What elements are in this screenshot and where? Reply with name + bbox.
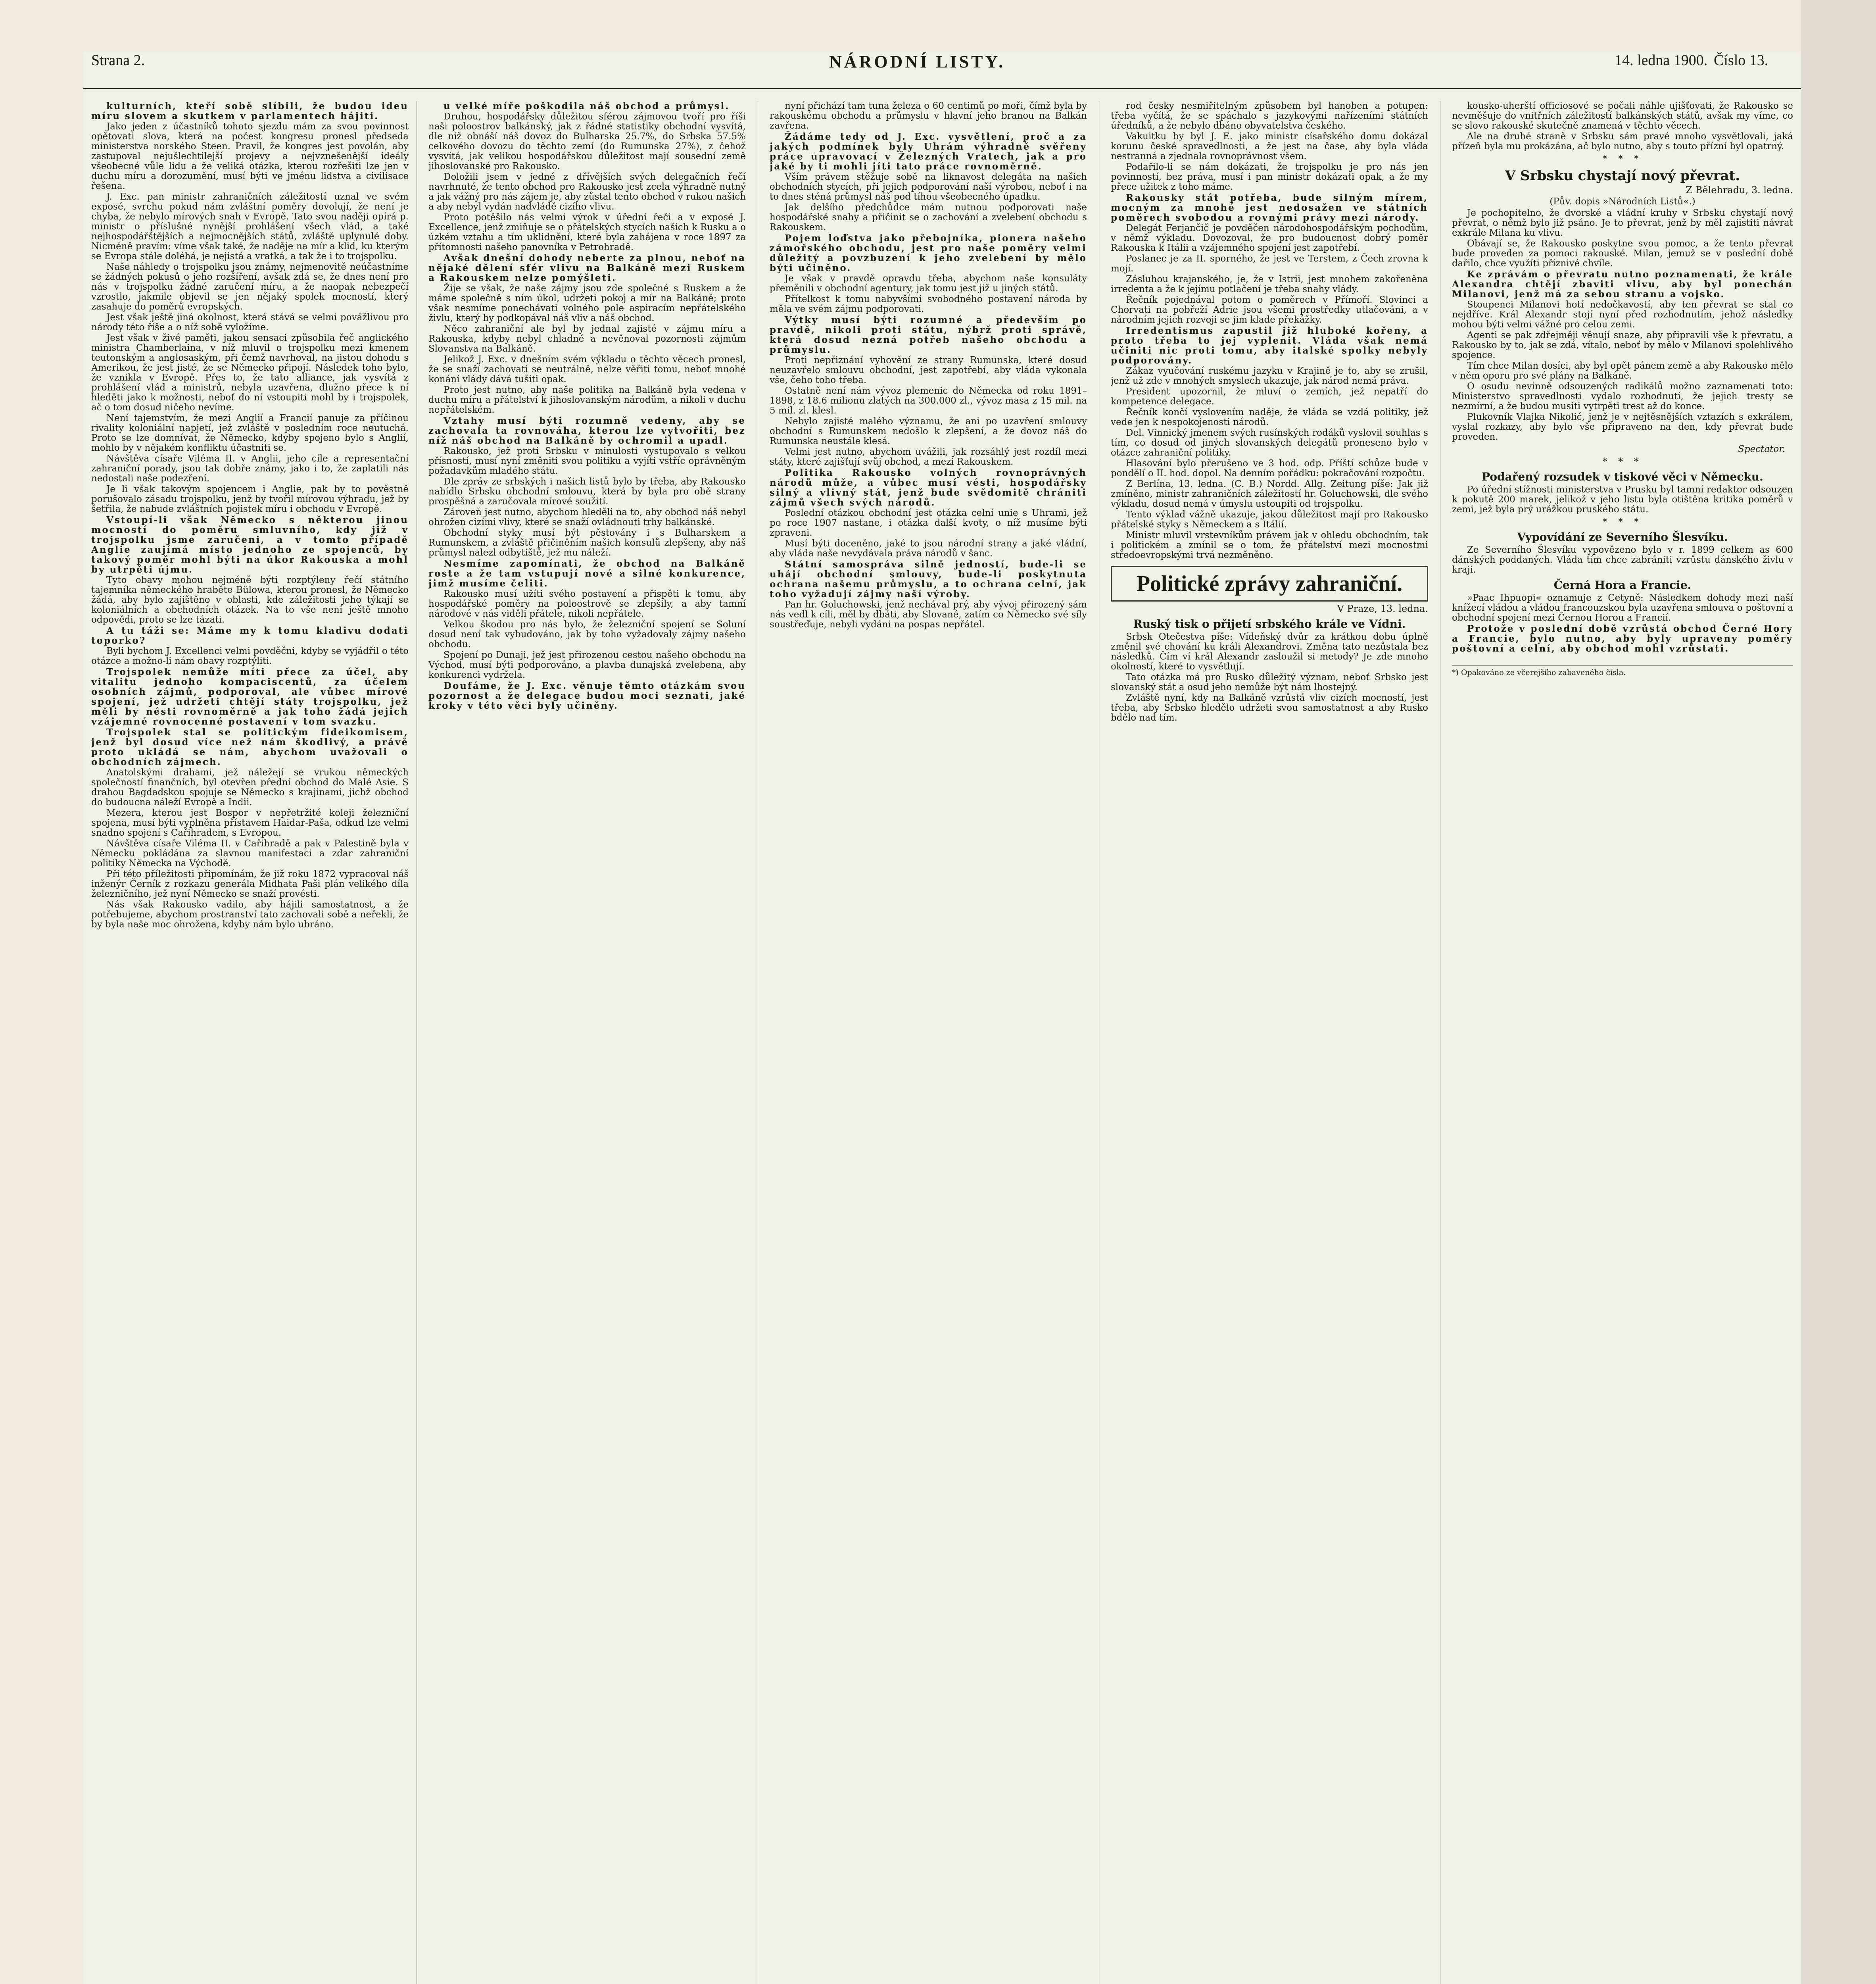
paragraph: Jest však v živé paměti, jakou sensaci způsobila řeč anglického ministra Chamberlaina, v níž mluvil o trojspolku mezi kmenem teutonským a anglosaským, při čemž navrhoval, na jistou dohodu s Amerikou, že jest jisté, že se Německo připojí. Následek toho bylo, že vznikla v Evropě. Přes to, že tato alliance, jak vysvítá z prohlášení vlád a ministrů, nebyla uzavřena, dlužno přece k ní hleděti jako k možnosti, neboť do ní vstoupiti mohl by i trojspolek, ač o tom dosud ničeho nevíme. (91, 333, 409, 413)
paragraph: Při této příležitosti připomínám, že již roku 1872 vypracoval náš inženýr Černík z rozkazu generála Midhata Paši plán velikého díla železničního, jež nyní Německo se snaží provésti. (91, 869, 409, 899)
paragraph: Z Berlína, 13. ledna. (C. B.) Nordd. Allg. Zeitung píše: Jak již zmíněno, ministr zahraničních záležitostí hr. Goluchowski, dle svého výkladu, dosud nemá v úmyslu ustoupiti od trojspolku. (1111, 479, 1428, 509)
paragraph: Ale na druhé straně v Srbsku sám pravé mnoho vysvětlovali, jaká přízeň byla mu prokázána, ač bylo nutno, aby s touto přízní byl opatrný. (1452, 131, 1793, 152)
paragraph: Žije se však, že naše zájmy jsou zde společné s Ruskem a že máme společně s ním úkol, udržeti pokoj a mír na Balkáně; proto však nesmíme ponechávati volného pole aspiracím nepřátelského živlu, který by podkopával náš vliv a náš obchod. (428, 283, 746, 323)
paragraph: Nesmíme zapomínati, že obchod na Balkáně roste a že tam vstupují nové a silné konkurence, jimž musíme čeliti. (428, 558, 746, 589)
paragraph: Proti nepřiznání vyhovění ze strany Rumunska, které dosud neuzavřelo smlouvu obchodní, jest zapotřebí, aby vláda vykonala vše, čeho toho třeba. (770, 355, 1087, 385)
paragraph: Doufáme, že J. Exc. věnuje těmto otázkám svou pozornost a že delegace budou moci seznati, jaké kroky v této věci byly učiněny. (428, 681, 746, 711)
column-4 (1111, 101, 1428, 1984)
issue-number: Číslo 13. (1714, 52, 1768, 69)
paragraph: Ostatně není nám vývoz plemenic do Německa od roku 1891–1898, z 18.6 milionu zlatých na 300.000 zl., vývoz masa z 15 mil. na 5 mil. zl. klesl. (770, 386, 1087, 416)
paragraph: kulturních, kteří sobě slíbili, že budou ideu míru slovem a skutkem v parlamentech hájiti. (91, 101, 409, 121)
dateline: Z Bělehradu, 3. ledna. (1686, 185, 1793, 196)
paragraph: Vším právem stěžuje sobě na liknavost delegáta na našich obchodních stycích, při jejich podporování naší výrobou, neboť i na to dnes sténá průmysl náš pod tíhou všeobecného úpadku. (770, 172, 1087, 202)
paragraph: Spojení po Dunaji, jež jest přirozenou cestou našeho obchodu na Východ, musí býti podporováno, a plavba dunajská zvelebena, aby konkurenci vydržela. (428, 650, 746, 680)
paragraph: Irredentismus zapustil již hluboké kořeny, a proto třeba to jej vyplenit. Vláda však nemá učiniti nic proti tomu, aby italské spolky nebyly podporovány. (1111, 325, 1428, 366)
paragraph: Nás však Rakousko vadilo, aby hájili samostatnost, a že potřebujeme, abychom prostranství tato zachovali sobě a neřekli, že by byla naše moc ohrožena, kdyby nám bylo ubráno. (91, 900, 409, 930)
paragraph: Trojspolek nemůže míti přece za účel, aby vitalitu jednoho kompaciscentů, za účelem osobních zájmů, podporoval, ale vůbec mírové spojení, jež udržeti chtějí státy trojspolku, jež měli by nésti rovnoměrně a jak toho žádá jejich vzájemné rovnocenné postavení v tom svazku. (91, 667, 409, 727)
paragraph: »Paac Ihpuopi« oznamuje z Cetyně: Následkem dohody mezi naší knížecí vládou a vládou francouzskou byla uzavřena smlouva o poštovní a obchodní spojení mezi Černou Horou a Francií. (1452, 593, 1793, 623)
paragraph: O osudu nevinně odsouzených radikálů možno zaznamenati toto: Ministerstvo spravedlnosti vydalo rozhodnutí, že jejich tresty se nezmírní, a že budou musiti vytrpěti trest až do konce. (1452, 381, 1793, 411)
paragraph: Podařilo-li se nám dokázati, že trojspolku je pro nás jen povinností, bez práva, musí i pan ministr dokázati opak, a že my přece užitek z toho máme. (1111, 162, 1428, 192)
paragraph: Obávají se, že Rakousko poskytne svou pomoc, a že tento převrat bude proveden za pomoci rakouské. Milan, jemuž se v poslední době dařilo, chce využíti příznivé chvíle. (1452, 238, 1793, 269)
dateline: V Praze, 13. ledna. (1337, 603, 1428, 614)
paragraph: Druhou, hospodářsky důležitou sférou zájmovou tvoří pro říši naši poloostrov balkánský, jak z řádné statistiky obchodní vysvítá, dle níž obnáší náš dovoz do Bulharska 25.7%, do Srbska 57.5% celkového dovozu do těchto zemí (do Rumunska 27%), z čehož vysvítá, jak velikou hospodářskou důležitost mají sousední země jihoslovanské pro Rakousko. (428, 112, 746, 171)
section-title: Politické zprávy zahraniční. (1136, 571, 1403, 596)
paragraph: Trojspolek stal se politickým fideikomisem, jenž byl dosud více než nám škodlivý, a právě proto ukládá se nám, abychom uvažovali o obchodních zájmech. (91, 727, 409, 767)
paragraph: Obchodní styky musí být pěstovány i s Bulharskem a Rumunskem, a zvláště přičiněním našich konsulů zlepšeny, aby náš průmysl nalezl odbytiště, jež mu náleží. (428, 528, 746, 558)
section-box (1111, 566, 1428, 602)
paragraph: Del. Vinnický jmenem svých rusínských rodáků vyslovil souhlas s tím, co dosud od jiných slovanských delegátů proneseno bylo v otázce zahraniční politiky. (1111, 428, 1428, 458)
paragraph: Zásluhou krajanského, je, že v Istrii, jest mnohem zakořeněna irredenta a že k jejímu potlačení je třeba snahy vlády. (1111, 274, 1428, 294)
paragraph: Ke zprávám o převratu nutno poznamenati, že krále Alexandra chtějí zbaviti vlivu, aby byl ponechán Milanovi, jenž má za sebou stranu a vojsko. (1452, 269, 1793, 300)
paragraph: President upozornil, že mluví o zemích, jež nepatří do kompetence delegace. (1111, 386, 1428, 407)
paragraph: Jak delšího předchůdce mám nutnou podporovati naše hospodářské snahy a přičinit se o zachování a zvelebení obchodu s Rakouskem. (770, 202, 1087, 233)
paragraph: Proto potěšilo nás velmi výrok v úřední řeči a v exposé J. Excellence, jenž zmiňuje se o přátelských stycích našich k Rusku a o úzkém vztahu a tím uklidnění, které byla zahájena v roce 1897 za přítomnosti našeho panovníka v Petrohradě. (428, 212, 746, 252)
paragraph: Poslední otázkou obchodní jest otázka celní unie s Uhrami, jež po roce 1907 nastane, i otázka další kvoty, o níž musíme býti zpraveni. (770, 508, 1087, 538)
paragraph: Je pochopitelno, že dvorské a vládní kruhy v Srbsku chystají nový převrat, o němž bylo již psáno. Je to převrat, jenž by měl zajistiti návrat exkrále Milana ku vlivu. (1452, 208, 1793, 238)
paragraph: Přítelkost k tomu nabyvšími svobodného postavení národa by měla ve svém zájmu podporovati. (770, 294, 1087, 314)
paragraph: Ministr mluvil vrstevníkům právem jak v ohledu obchodním, tak i politickém a zmínil se o tom, že přátelství mezi mocnostmi středoevropskými trvá nezměněno. (1111, 530, 1428, 560)
paragraph: Jako jeden z účastníků tohoto sjezdu mám za svou povinnost opětovati slova, která na počest kongresu pronesl předseda ministerstva norského Steen. Pravil, že kongres jest povolán, aby zastupoval nejušlechtilejší projevy a nejvznešenější ideály všeobecné vůle lidu a že veliká otázka, kterou rozřešiti lze jen v duchu míru a dorozumění, musí býti ve jménu lidstva a civilisace řešena. (91, 121, 409, 191)
paragraph: Není tajemstvím, že mezi Anglií a Francií panuje za příčinou rivality koloniální napjetí, jež zvláště v posledním roce neutuchá. Proto se lze domnívat, že Německo, kdyby spojeno bylo s Anglií, mohlo by v nějakém konfliktu účastniti se. (91, 413, 409, 453)
separator-stars: * * * (1602, 456, 1643, 467)
paragraph: Zároveň jest nutno, abychom hleděli na to, aby obchod náš nebyl ohrožen cizími vlivy, které se snaží ovládnouti trhy balkánské. (428, 507, 746, 527)
paragraph: Dle zpráv ze srbských i našich listů bylo by třeba, aby Rakousko nabídlo Srbsku obchodní smlouvu, která by byla pro obě strany prospěšná a zaručovala mírové soužití. (428, 477, 746, 507)
paragraph: Je li však takovým spojencem i Anglie, pak by to pověstně porušovalo zásadu trojspolku, jenž by tvořil mírovou výhradu, jež by šetřila, že nabude zvláštních pojistek míru i obchodu v Evropě. (91, 484, 409, 514)
paragraph: nyní přichází tam tuna železa o 60 centimů po moři, čímž byla by rakouskému obchodu a průmyslu v hlavní jeho branou na Balkán zavřena. (770, 101, 1087, 131)
paragraph: Návštěva císaře Viléma II. v Cařihradě a pak v Palestině byla v Německu pokládána za slavnou manifestaci a zdar zahraniční politiky Německa na Východě. (91, 838, 409, 869)
paragraph: Srbsk Otečestva píše: Vídeňský dvůr za krátkou dobu úplně změnil své chování ku králi Alexandrovi. Změna tato nezůstala bez následků. Čím ví král Alexandr zasloužil si metody? Je zde mnoho okolností, které to vysvětlují. (1111, 632, 1428, 672)
paragraph: Poslanec je za II. sporného, že jest ve Terstem, z Čech zrovna k mojí. (1111, 254, 1428, 274)
paragraph: J. Exc. pan ministr zahraničních záležitostí uznal ve svém exposé, svrchu pokud nám zvláštní poměry dovolují, že není je chyba, že nebylo mírových snah v Evropě. Tato svou naději opírá p. ministr o příslušné nynější prohlášení všech vlád, a také nejhospodářštějších a nejmocnějších států, zvláště uplynulé doby. Nicméně pravím: víme však také, že naděje na mír a klid, ku kterým se Evropa stále doléhá, je nejistá a vratká, a tak že i to trojspolku. (91, 192, 409, 261)
author-signature: Spectator. (1738, 444, 1785, 454)
paragraph: Tím chce Milan dosíci, aby byl opět pánem země a aby Rakousko mělo v něm oporu pro své plány na Balkáně. (1452, 361, 1793, 381)
column-2 (428, 101, 746, 1984)
separator-stars: * * * (1602, 516, 1643, 527)
paragraph: Velkou škodou pro nás bylo, že železniční spojení se Soluní dosud není tak vybudováno, jak by toho vyžadovaly zájmy našeho obchodu. (428, 619, 746, 650)
paragraph: Anatolskými drahami, jež náležejí se vrukou německých společností finančních, byl otevřen přední obchod do Malé Asie. S drahou Bagdadskou spojuje se Německo s krajinami, jichž obchod do budoucna náleží Evropě a Indii. (91, 767, 409, 807)
column-5 (1452, 101, 1793, 1984)
column-3 (770, 101, 1087, 1984)
paragraph: Jest však ještě jiná okolnost, která stává se velmi povážlivou pro národy této říše a o níž sobě vyložíme. (91, 312, 409, 333)
paragraph: Zákaz vyučování ruskému jazyku v Krajině je to, aby se zrušil, jenž už zde v mnohých smyslech ukazuje, jak národ nemá práva. (1111, 366, 1428, 386)
paragraph: Avšak dnešní dohody neberte za plnou, neboť na nějaké dělení sfér vlivu na Balkáně mezi Ruskem a Rakouskem nelze pomýšleti. (428, 253, 746, 283)
paragraph: Tato otázka má pro Rusko důležitý význam, neboť Srbsko jest slovanský stát a osud jeho nemůže být nám lhostejný. (1111, 672, 1428, 692)
article-headline: Podařený rozsudek v tiskové věci v Německu. (1482, 470, 1763, 483)
paragraph: Musí býti doceněno, jaké to jsou národní strany a jaké vládní, aby vláda naše nevydávala práva národů v šanc. (770, 538, 1087, 559)
paragraph: Ze Severního Šlesvíku vypovězeno bylo v r. 1899 celkem as 600 dánských poddaných. Vláda tím chce zabrániti vzrůstu dánského živlu v kraji. (1452, 545, 1793, 575)
article-headline: V Srbsku chystají nový převrat. (1505, 168, 1740, 184)
paragraph: Proto jest nutno, aby naše politika na Balkáně byla vedena v duchu míru a přátelství k jihoslovanským národům, a nikoli v duchu nepřátelském. (428, 385, 746, 415)
paragraph: Státní samospráva silně jedností, bude-li se uhájí obchodní smlouvy, bude-li poskytnuta ochrana našemu průmyslu, a to ochrana celní, jak toho vyžadují zájmy naší výroby. (770, 559, 1087, 600)
separator-stars: * * * (1602, 153, 1643, 164)
article-headline: Vypovídání ze Severního Šlesvíku. (1517, 531, 1728, 544)
page-edge (1801, 0, 1876, 1984)
paragraph: Tento výklad vážně ukazuje, jakou důležitost mají pro Rakousko přátelské styky s Německem a s Itálií. (1111, 509, 1428, 530)
paragraph: Rakousky stát potřeba, bude silným mírem, mocným za mnohé jest nedosažen ve státních poměrech svobodou a rovnými právy mezi národy. (1111, 192, 1428, 223)
paragraph: Rakousko musí užíti svého postavení a přispěti k tomu, aby hospodářské poměry na poloostrově se zlepšily, a aby tamní národové v nás viděli přátele, nikoli nepřátele. (428, 589, 746, 619)
newspaper-page (83, 52, 1801, 1984)
paragraph: Žádáme tedy od J. Exc. vysvětlení, proč a za jakých podmínek byly Uhrám výhradně svěřeny práce upravovací v Železných Vratech, jak a pro jaké by ti mohli jíti tato práce rovnoměrně. (770, 131, 1087, 172)
page-header (83, 52, 1801, 79)
paragraph: Vakuitku by byl J. E. jako ministr císařského domu dokázal korunu české spravedlnosti, a že jest na čase, aby byla vláda nestranná a zjednala rovnoprávnost všem. (1111, 131, 1428, 161)
paragraph: Mezera, kterou jest Bospor v nepřetržité koleji železniční spojena, musí býti vyplněna přístavem Haidar-Paša, odkud lze velmi snadno spojení s Cařihradem, s Evropou. (91, 808, 409, 838)
paragraph: Hlasování bylo přerušeno ve 3 hod. odp. Příští schůze bude v pondělí o II. hod. dopol. Na denním pořádku: pokračování rozpočtu. (1111, 458, 1428, 479)
paragraph: Řečník pojednával potom o poměrech v Přímoří. Slovinci a Chorvati na pobřeží Adrie jsou všemi prostředky utlačováni, a v národním jejich rozvoji se jim klade překážky. (1111, 295, 1428, 325)
paragraph: Velmi jest nutno, abychom uvážili, jak rozsáhlý jest rozdíl mezi státy, které zajišťují svůj obchod, a mezi Rakouskem. (770, 447, 1087, 467)
column-1 (91, 101, 409, 1984)
paragraph: Politika Rakousko volných rovnoprávných národů může, a vůbec musí vésti, hospodářsky silný a vlivný stát, jenž bude svědomitě chrániti zájmů všech svých národů. (770, 467, 1087, 508)
paragraph: Návštěva císaře Viléma II. v Anglii, jeho cíle a representační zahraniční porady, jsou tak dobře známy, jako i to, že zaplatili nás nedostali naše podezření. (91, 454, 409, 484)
paragraph: Byli bychom J. Excellenci velmi povděčni, kdyby se vyjádřil o této otázce a možno-li nám obavy rozptýliti. (91, 646, 409, 666)
paragraph: rod česky nesmiřitelným způsobem byl hanoben a potupen: třeba vyčítá, že se spáchalo s jazykovými nařízeními státních úředníků, a že nebylo dbáno obyvatelstva českého. (1111, 101, 1428, 131)
paragraph: Naše náhledy o trojspolku jsou známy, nejmenovitě neúčastníme se žádných pokusů o jeho rozšíření, avšak zdá se, že dnes není pro nás v trojspolku žádné zaručení míru, a že naopak nebezpečí vzrostlo, jakmile objevil se jen nějaký spolek mocností, který zasahuje do poměrů evropských. (91, 262, 409, 312)
article-source: (Pův. dopis »Národních Listů«.) (1550, 196, 1696, 207)
paragraph: Doložili jsem v jedné z dřívějších svých delegačních řečí navrhnuté, že tento obchod pro Rakousko jest zcela výhradně nutný a jak vážný pro nás zájem je, aby zůstal tento obchod v rukou našich a aby nebyl vydán nadvládě cizího vlivu. (428, 172, 746, 212)
issue-date: 14. ledna 1900. (1615, 52, 1708, 69)
paragraph: Stoupenci Milanovi hotí nedočkavostí, aby ten převrat se stal co nejdříve. Král Alexandr stojí nyní před rozhodnutím, jehož následky mohou býti velmi vážné pro celou zemi. (1452, 300, 1793, 330)
paragraph: Pojem loďstva jako přebojníka, pionera našeho zámořského obchodu, jest pro naše poměry velmi důležitý a povzbuzení k jeho zvelebení by mělo býti učiněno. (770, 233, 1087, 273)
paragraph: kousko-uherští officiosové se počali náhle ujišťovati, že Rakousko se nevměšuje do vnitřních záležitostí balkánských států, avšak my víme, co se slovo rakouské skutečně znamená v těchto věcech. (1452, 101, 1793, 131)
paragraph: Rakousko, jež proti Srbsku v minulosti vystupovalo s velkou přísností, musí nyní změniti svou politiku a vyjíti vstříc oprávněným požadavkům mladého státu. (428, 446, 746, 476)
paragraph: Vztahy musí býti rozumně vedeny, aby se zachovala ta rovnováha, kterou lze vytvořiti, bez níž náš obchod na Balkáně by ochromil a upadl. (428, 415, 746, 446)
paragraph: Nebylo zajisté malého významu, že ani po uzavření smlouvy obchodní s Rumunskem nedošlo k zlepšení, a že dovoz náš do Rumunska neustále klesá. (770, 416, 1087, 446)
paragraph: Pan hr. Goluchowski, jenž nechával prý, aby vývoj přirozený sám nás vedl k cíli, měl by dbáti, aby Slované, zatím co Německo své síly soustřeďuje, nebyli vydáni na pospas nepřátel. (770, 600, 1087, 630)
paragraph: Delegát Ferjančič je povděčen národohospodářským pochodům, v němž výkladu. Dovozoval, že pro budoucnost dobrý poměr Rakouska k Itálii a vzájemného spojení jest zapotřebí. (1111, 223, 1428, 253)
header-rule (83, 88, 1801, 89)
article-headline: Ruský tisk o přijetí srbského krále ve Vídni. (1133, 617, 1406, 631)
paragraph: u velké míře poškodila náš obchod a průmysl. (444, 101, 730, 112)
paragraph: Je však v pravdě opravdu třeba, abychom naše konsuláty přeměnili v obchodní agentury, jak tomu jest již u jiných států. (770, 273, 1087, 294)
paragraph: Plukovník Vlajka Nikolić, jenž je v nejtěsnějších vztazích s exkrálem, vyslal rozkazy, aby bylo vše připraveno na den, kdy převrat bude proveden. (1452, 412, 1793, 442)
paragraph: Protože v poslední době vzrůstá obchod Černé Hory a Francie, bylo nutno, aby byly upraveny poměry poštovní a celní, aby obchod mohl vzrůstati. (1452, 623, 1793, 654)
paragraph: Vstoupí-li však Německo s některou jinou mocností do poměru smluvního, kdy již v trojspolku jsme zaručeni, a v tomto případě Anglie zaujímá místo jednoho ze spojenců, by takový poměr mohl býti na úkor Rakouska a mohl by utrpěti újmu. (91, 515, 409, 575)
paragraph: Tyto obavy mohou nejméně býti rozptýleny řečí státního tajemníka německého hraběte Bülowa, kterou pronesl, že Německo žádá, aby bylo zajištěno v oblasti, kde záležitosti jeho týkají se koloniálních a obchodních otázek. Na to vše není ještě mnoho odpovědi, proto se lze tázati. (91, 575, 409, 625)
masthead-title: NÁRODNÍ LISTY. (829, 52, 1006, 71)
paragraph: Něco zahraniční ale byl by jednal zajisté v zájmu míru a Rakouska, kdyby nebyl chladné a nevěnoval pozornosti zájmům Slovanstva na Balkáně. (428, 324, 746, 354)
paragraph: Jelikož J. Exc. v dnešním svém výkladu o těchto věcech pronesl, že se snaží zachovati se neutrálně, nelze věřiti tomu, neboť mnohé konání vlády dává tušiti opak. (428, 354, 746, 384)
article-headline: Černá Hora a Francie. (1553, 579, 1692, 592)
paragraph: Zvláště nyní, kdy na Balkáně vzrůstá vliv cizích mocností, jest třeba, aby Srbsko hledělo udržeti svou samostatnost a aby Rusko bdělo nad tím. (1111, 693, 1428, 723)
footnote: *) Opakováno ze včerejšího zabaveného čísla. (1452, 665, 1793, 677)
page-number: Strana 2. (91, 52, 145, 69)
paragraph: A tu táži se: Máme my k tomu kladivu dodati toporko? (91, 625, 409, 646)
paragraph: Řečník končí vyslovením naděje, že vláda se vzdá politiky, jež vede jen k nespokojenosti národů. (1111, 407, 1428, 427)
paragraph: Výtky musí býti rozumné a především po pravdě, nikoli proti státu, nýbrž proti správě, která dosud nezná potřeb našeho obchodu a průmyslu. (770, 315, 1087, 355)
paragraph: Po úřední stížnosti ministerstva v Prusku byl tamní redaktor odsouzen k pokutě 200 marek, jelikož v jeho listu byla otištěna kritika poměrů v zemi, jež byla prý urážkou pruského státu. (1452, 484, 1793, 515)
paragraph: Agenti se pak zdřejměji věnují snaze, aby připravili vše k převratu, a Rakousko by to, jak se zdá, vítalo, neboť by mělo v Milanovi spolehlivého spojence. (1452, 330, 1793, 360)
